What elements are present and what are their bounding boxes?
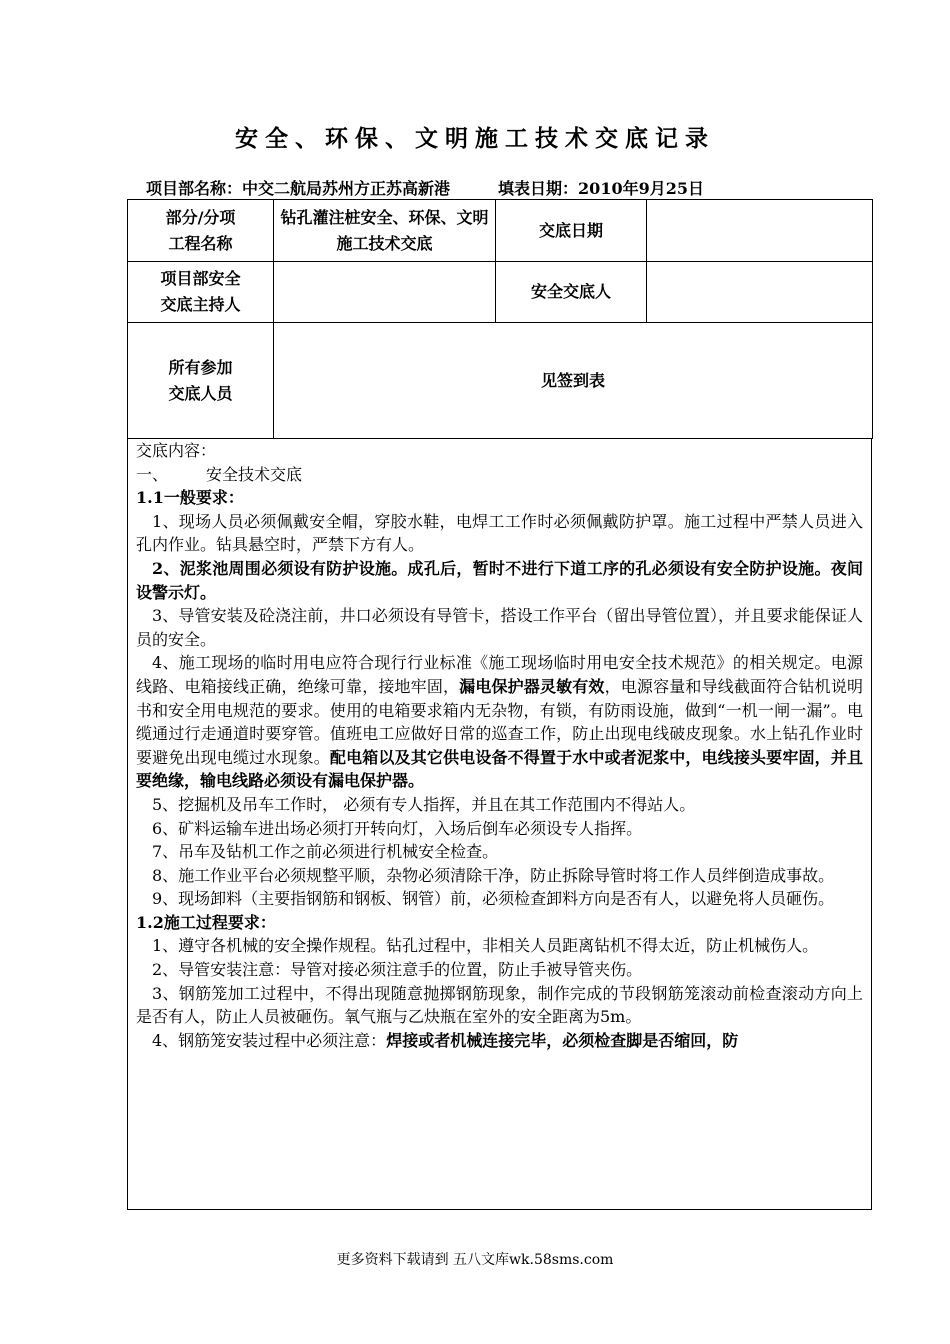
list-item: 4、施工现场的临时用电应符合现行行业标准《施工现场临时用电安全技术规范》的相关规定。电源线路、电箱接线正确，绝缘可靠，接地牢固，漏电保护器灵敏有效，电源容量和导线截面符合钻机说明书和安全用电规范的要求。使用的电箱要求箱内无杂物，有锁，有防雨设施，做到“一机一闸一漏”。电缆通过行走通道时要穿管。值班电工应做好日常的巡查工作，防止出现电线破皮现象。水上钻孔作业时要避免出现电缆过水现象。配电箱以及其它供电设备不得置于水中或者泥浆中，电线接头要牢固，并且要绝缘，输电线路必须设有漏电保护器。	[136, 653, 863, 791]
section-name-value: 钻孔灌注桩安全、环保、文明施工技术交底	[274, 200, 496, 262]
section-name-label: 部分/分项 工程名称	[128, 200, 274, 262]
content-heading: 交底内容：	[136, 441, 217, 460]
info-table	[127, 199, 873, 439]
header-meta	[146, 176, 704, 199]
host-label: 项目部安全 交底主持人	[128, 262, 274, 323]
date-value: 2010年9月25日	[578, 179, 704, 198]
list-item: 3、钢筋笼加工过程中，不得出现随意抛掷钢筋现象，制作完成的节段钢筋笼滚动前检查滚动方向上是否有人，防止人员被砸伤。氧气瓶与乙炔瓶在室外的安全距离为5m。	[136, 983, 863, 1027]
participants-label: 所有参加 交底人员	[128, 323, 274, 439]
briefer-label: 安全交底人	[496, 262, 647, 323]
list-item: 1、遵守各机械的安全操作规程。钻孔过程中，非相关人员距离钻机不得太近，防止机械伤人。	[152, 936, 819, 956]
list-item: 8、施工作业平台必须规整平顺，杂物必须清除干净，防止拆除导管时将工作人员绊倒造成事故。	[152, 865, 835, 885]
project-name: 中交二航局苏州方正苏高新港	[242, 179, 451, 198]
briefer-value	[647, 262, 873, 323]
list-item: 1、现场人员必须佩戴安全帽，穿胶水鞋，电焊工工作时必须佩戴防护罩。施工过程中严禁人员进入孔内作业。钻具悬空时，严禁下方有人。	[136, 511, 863, 555]
subsection-1-1: 1.1一般要求：	[136, 488, 244, 508]
briefing-content	[127, 439, 872, 1210]
host-value	[274, 262, 496, 323]
footer-link[interactable]: 更多资料下载请到 五八文库wk.58sms.com	[336, 1252, 614, 1268]
list-item: 2、泥浆池周围必须设有防护设施。成孔后，暂时不进行下道工序的孔必须设有安全防护设施。夜间设警示灯。	[136, 558, 863, 602]
date-label: 填表日期：	[498, 179, 579, 198]
list-item: 5、挖掘机及吊车工作时， 必须有专人指挥，并且在其工作范围内不得站人。	[152, 794, 696, 814]
list-item: 4、钢筋笼安装过程中必须注意：焊接或者机械连接完毕，必须检查脚是否缩回，防	[152, 1030, 739, 1050]
list-item: 7、吊车及钻机工作之前必须进行机械安全检查。	[152, 842, 499, 862]
participants-value: 见签到表	[274, 323, 873, 439]
subsection-1-2: 1.2施工过程要求：	[136, 912, 276, 932]
document-title: 安全、环保、文明施工技术交底记录	[235, 126, 715, 152]
project-label: 项目部名称：	[146, 179, 243, 198]
section-1-heading: 一、 安全技术交底	[136, 464, 303, 484]
briefing-date-value	[647, 200, 873, 262]
list-item: 9、现场卸料（主要指钢筋和钢板、钢管）前，必须检查卸料方向是否有人，以避免将人员砸伤。	[152, 889, 835, 909]
list-item: 3、导管安装及砼浇注前，井口必须设有导管卡，搭设工作平台（留出导管位置），并且要求能保证人员的安全。	[136, 606, 863, 649]
list-item: 2、导管安装注意：导管对接必须注意手的位置，防止手被导管夹伤。	[152, 960, 643, 980]
list-item: 6、矿料运输车进出场必须打开转向灯，入场后倒车必须设专人指挥。	[152, 818, 643, 838]
briefing-date-label: 交底日期	[496, 200, 647, 262]
